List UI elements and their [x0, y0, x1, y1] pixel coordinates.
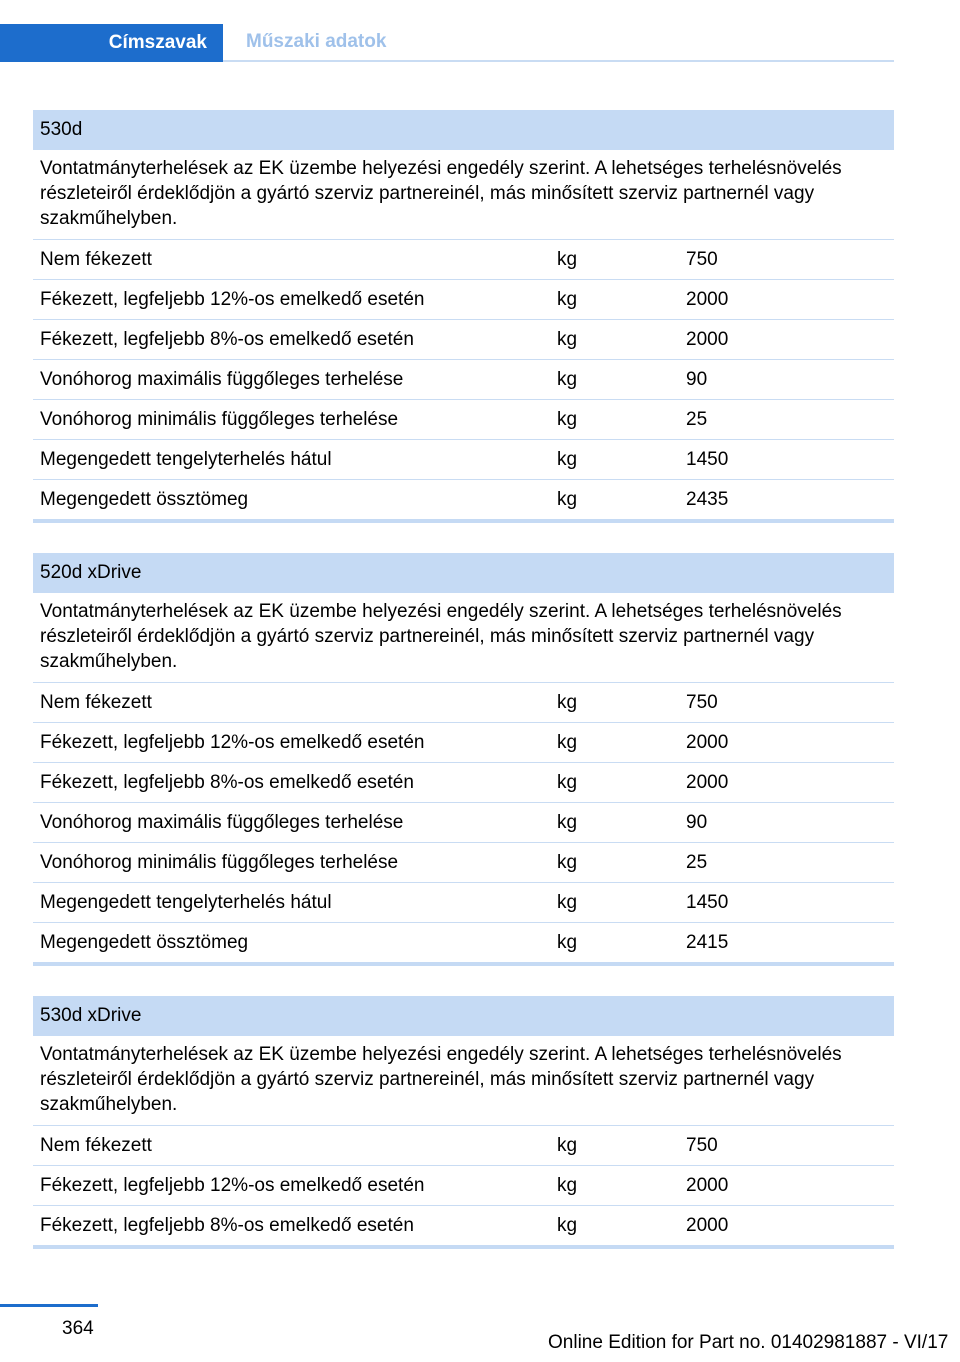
- section-title: 530d: [33, 110, 894, 150]
- table-row: [33, 360, 894, 400]
- row-unit: kg: [557, 1175, 578, 1196]
- row-unit: kg: [557, 249, 578, 270]
- row-label: Fékezett, legfeljebb 8%-os emelkedő esetén: [40, 772, 414, 793]
- table-row: [33, 683, 894, 723]
- spec-table-530d-xdrive: [33, 996, 894, 1249]
- row-unit: kg: [557, 812, 578, 833]
- header-tabs: [0, 24, 894, 62]
- table-row: [33, 723, 894, 763]
- row-label: Megengedett össztömeg: [40, 932, 249, 953]
- row-value: 2000: [686, 772, 729, 793]
- table-row: [33, 280, 894, 320]
- row-value: 2000: [686, 289, 729, 310]
- row-value: 25: [686, 852, 708, 873]
- table-row: [33, 923, 894, 966]
- section-title: 520d xDrive: [33, 553, 894, 593]
- row-unit: kg: [557, 449, 578, 470]
- tab-cimszavak[interactable]: Címszavak: [0, 24, 223, 62]
- row-value: 2000: [686, 329, 729, 350]
- row-value: 2435: [686, 489, 729, 510]
- page-number-bar: [0, 1304, 98, 1307]
- spec-table-530d: [33, 110, 894, 523]
- row-unit: kg: [557, 852, 578, 873]
- row-value: 750: [686, 249, 718, 270]
- row-value: 2000: [686, 1215, 729, 1236]
- row-label: Megengedett tengelyterhelés hátul: [40, 892, 332, 913]
- section-title: 530d xDrive: [33, 996, 894, 1036]
- table-row: [33, 320, 894, 360]
- row-label: Vonóhorog minimális függőleges terhelése: [40, 852, 399, 873]
- row-unit: kg: [557, 692, 578, 713]
- row-unit: kg: [557, 409, 578, 430]
- table-row: [33, 803, 894, 843]
- row-label: Fékezett, legfeljebb 8%-os emelkedő esetén: [40, 1215, 414, 1236]
- row-label: Fékezett, legfeljebb 12%-os emelkedő esetén: [40, 732, 425, 753]
- section-description: Vontatmányterhelések az EK üzembe helyezési engedély szerint. A lehetséges terhelésnövelés részleteiről érdeklődjön a gyártó szerviz partnereinél, más minősített szerviz partnernél vagy szakműhelyben.: [33, 1036, 894, 1126]
- row-unit: kg: [557, 1135, 578, 1156]
- row-unit: kg: [557, 329, 578, 350]
- tab-muszaki-adatok[interactable]: Műszaki adatok: [223, 24, 894, 62]
- row-unit: kg: [557, 489, 578, 510]
- row-label: Vonóhorog maximális függőleges terhelése: [40, 369, 404, 390]
- row-unit: kg: [557, 892, 578, 913]
- row-value: 1450: [686, 892, 729, 913]
- page-number: 364: [62, 1318, 94, 1339]
- spec-table-520d-xdrive: [33, 553, 894, 966]
- table-row: [33, 763, 894, 803]
- row-value: 750: [686, 1135, 718, 1156]
- table-row: [33, 440, 894, 480]
- section-description: Vontatmányterhelések az EK üzembe helyezési engedély szerint. A lehetséges terhelésnövelés részleteiről érdeklődjön a gyártó szerviz partnereinél, más minősített szerviz partnernél vagy szakműhelyben.: [33, 150, 894, 240]
- row-value: 2000: [686, 732, 729, 753]
- row-label: Nem fékezett: [40, 692, 152, 713]
- row-label: Megengedett tengelyterhelés hátul: [40, 449, 332, 470]
- row-label: Nem fékezett: [40, 1135, 152, 1156]
- table-row: [33, 1126, 894, 1166]
- row-value: 2415: [686, 932, 729, 953]
- row-value: 90: [686, 812, 708, 833]
- row-value: 1450: [686, 449, 729, 470]
- row-label: Vonóhorog maximális függőleges terhelése: [40, 812, 404, 833]
- section-description: Vontatmányterhelések az EK üzembe helyezési engedély szerint. A lehetséges terhelésnövelés részleteiről érdeklődjön a gyártó szerviz partnereinél, más minősített szerviz partnernél vagy szakműhelyben.: [33, 593, 894, 683]
- row-unit: kg: [557, 1215, 578, 1236]
- table-row: [33, 883, 894, 923]
- table-row: [33, 1206, 894, 1249]
- row-value: 750: [686, 692, 718, 713]
- table-row: [33, 480, 894, 523]
- table-row: [33, 240, 894, 280]
- row-label: Fékezett, legfeljebb 8%-os emelkedő esetén: [40, 329, 414, 350]
- row-label: Nem fékezett: [40, 249, 152, 270]
- row-value: 2000: [686, 1175, 729, 1196]
- row-value: 25: [686, 409, 708, 430]
- row-unit: kg: [557, 289, 578, 310]
- row-label: Vonóhorog minimális függőleges terhelése: [40, 409, 399, 430]
- row-unit: kg: [557, 772, 578, 793]
- row-label: Fékezett, legfeljebb 12%-os emelkedő esetén: [40, 289, 425, 310]
- table-row: [33, 400, 894, 440]
- row-unit: kg: [557, 932, 578, 953]
- row-unit: kg: [557, 369, 578, 390]
- table-row: [33, 843, 894, 883]
- row-label: Fékezett, legfeljebb 12%-os emelkedő esetén: [40, 1175, 425, 1196]
- edition-note: Online Edition for Part no. 01402981887 - VI/17: [548, 1332, 949, 1353]
- row-value: 90: [686, 369, 708, 390]
- row-unit: kg: [557, 732, 578, 753]
- row-label: Megengedett össztömeg: [40, 489, 249, 510]
- table-row: [33, 1166, 894, 1206]
